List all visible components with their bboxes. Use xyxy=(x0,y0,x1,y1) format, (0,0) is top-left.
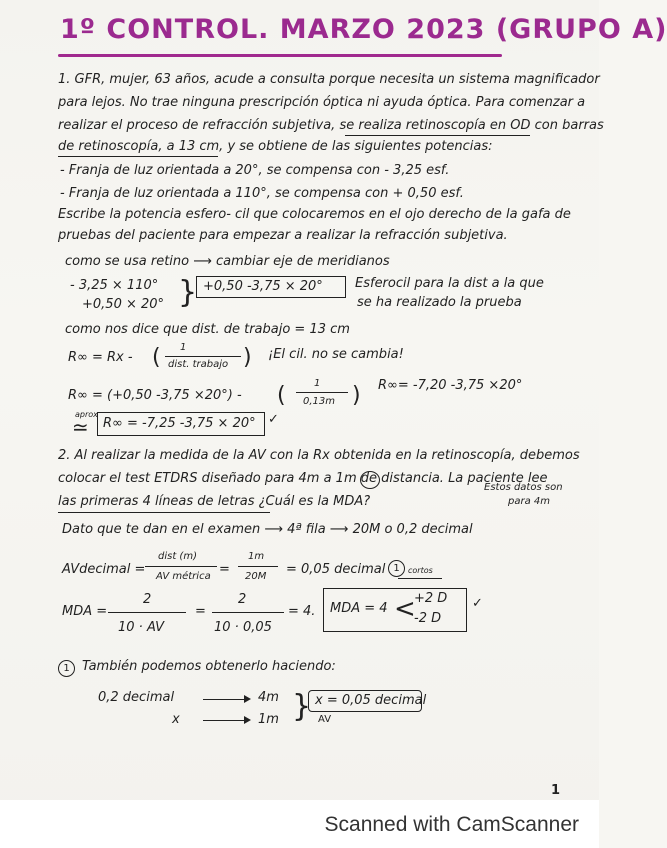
alt-row1-left: 0,2 decimal xyxy=(98,690,175,705)
frac2-den: 0,13m xyxy=(303,396,336,407)
alt-row2-right: 1m xyxy=(258,712,279,727)
q1-underline-b xyxy=(58,156,218,157)
paren-open: ( xyxy=(152,345,161,370)
page-title: 1º CONTROL. MARZO 2023 (GRUPO A) xyxy=(60,14,667,45)
q1-side-note-2: se ha realizado la prueba xyxy=(357,295,522,310)
checkmark-icon: ✓ xyxy=(268,412,279,427)
q1-pair-2: +0,50 × 20° xyxy=(82,297,165,312)
brace-icon-2: } xyxy=(292,689,312,724)
av-eq: = xyxy=(219,562,230,577)
alt-intro: También podemos obtenerlo haciendo: xyxy=(82,659,336,674)
q1-pair-1: - 3,25 × 110° xyxy=(70,278,159,293)
mda-frac-line xyxy=(108,612,186,613)
q1-formula-left: R∞ = Rx - xyxy=(68,350,133,365)
av-left: AVdecimal = xyxy=(62,562,146,577)
alt-row2-left: x xyxy=(172,712,180,727)
alt-row1-right: 4m xyxy=(258,690,279,705)
q1-line-7: Escribe la potencia esfero- cil que colocaremos en el ojo derecho de la gafa de xyxy=(58,207,571,222)
mda-minus: -2 D xyxy=(414,611,442,626)
q1-note: como se usa retino ⟶ cambiar eje de meridianos xyxy=(65,254,390,269)
q1-line-5: - Franja de luz orientada a 20°, se compensa con - 3,25 esf. xyxy=(60,163,450,178)
mda-result: = 4. xyxy=(288,604,316,619)
cortos-label: cortos xyxy=(408,566,433,575)
q2-margin-note-1: Estos datos son xyxy=(484,482,563,493)
mda-den: 10 · AV xyxy=(118,620,165,635)
paren-close: ) xyxy=(243,345,252,370)
frac1-line xyxy=(165,356,241,357)
mda-plus: +2 D xyxy=(414,591,448,606)
frac2-num: 1 xyxy=(314,378,321,389)
av-result: = 0,05 decimal xyxy=(286,562,386,577)
av-num-2: 1m xyxy=(248,551,265,562)
camscanner-footer xyxy=(0,800,599,848)
less-than-icon: < xyxy=(394,594,416,624)
paren-open-2: ( xyxy=(277,383,286,408)
mda-den-2: 10 · 0,05 xyxy=(214,620,272,635)
q1-line-4: de retinoscopía, a 13 cm, y se obtiene de las siguientes potencias: xyxy=(58,139,493,154)
arrow-icon-1 xyxy=(203,699,249,700)
footnote-1-marker-icon: 1 xyxy=(58,660,75,677)
mda-frac-line-2 xyxy=(212,612,284,613)
frac1-den: dist. trabajo xyxy=(168,359,229,370)
mda-num: 2 xyxy=(143,592,152,607)
brace-icon: } xyxy=(178,275,198,310)
av-frac-line xyxy=(145,566,217,567)
av-num: dist (m) xyxy=(158,551,197,562)
q1-boxed-result xyxy=(196,276,346,298)
q1-boxed-text: +0,50 -3,75 × 20° xyxy=(203,279,323,294)
q2-line-2: colocar el test ETDRS diseñado para 4m a 1m de distancia. La paciente lee xyxy=(58,471,548,486)
q2-line-1: 2. Al realizar la medida de la AV con la Rx obtenida en la retinoscopía, debemos xyxy=(58,448,580,463)
footer-text: Scanned with CamScanner xyxy=(324,813,579,836)
q1-line-3: realizar el proceso de refracción subjetiva, se realiza retinoscopía en OD con barras xyxy=(58,118,604,133)
cortos-bracket xyxy=(398,578,442,579)
approx-icon: ≃ xyxy=(72,415,89,439)
q1-line-2: para lejos. No trae ninguna prescripción óptica ni ayuda óptica. Para comenzar a xyxy=(58,95,586,110)
q1-aprox-label: aprox xyxy=(75,410,98,419)
checkmark-icon-2: ✓ xyxy=(472,596,483,611)
q1-final-text: R∞ = -7,25 -3,75 × 20° xyxy=(103,416,256,431)
mda-eq: = xyxy=(195,604,206,619)
q1-underline-a xyxy=(345,135,530,136)
av-den: AV métrica xyxy=(156,571,211,582)
q1-distance: como nos dice que dist. de trabajo = 13 cm xyxy=(65,322,350,337)
frac1-num: 1 xyxy=(180,342,187,353)
q2-circle-1m xyxy=(360,471,380,489)
av-den-2: 20M xyxy=(245,571,267,582)
arrow-icon-2 xyxy=(203,720,249,721)
title-underline xyxy=(58,54,502,57)
av-frac-line-2 xyxy=(238,566,278,567)
q1-calc-right: R∞= -7,20 -3,75 ×20° xyxy=(378,378,523,393)
q2-data-line: Dato que te dan en el examen ⟶ 4ª fila ⟶ 20M o 0,2 decimal xyxy=(62,522,473,537)
q1-calc-left: R∞ = (+0,50 -3,75 ×20°) - xyxy=(68,388,242,403)
mda-box-text: MDA = 4 xyxy=(330,601,388,616)
alt-result: x = 0,05 decimal xyxy=(315,693,427,708)
q1-line-6: - Franja de luz orientada a 110°, se compensa con + 0,50 esf. xyxy=(60,186,464,201)
q2-margin-note-2: para 4m xyxy=(508,496,550,507)
q2-underline xyxy=(58,512,270,513)
mda-num-2: 2 xyxy=(238,592,247,607)
page-number: 1 xyxy=(551,783,561,798)
q1-line-1: 1. GFR, mujer, 63 años, acude a consulta porque necesita un sistema magnificador xyxy=(58,72,600,87)
q1-line-8: pruebas del paciente para empezar a realizar la refracción subjetiva. xyxy=(58,228,508,243)
footnote-1-icon: 1 xyxy=(388,560,405,577)
alt-av: AV xyxy=(318,714,332,725)
q1-note-cil: ¡El cil. no se cambia! xyxy=(268,347,404,362)
q2-line-3: las primeras 4 líneas de letras ¿Cuál es la MDA? xyxy=(58,494,371,509)
mda-left: MDA = xyxy=(62,604,108,619)
paren-close-2: ) xyxy=(352,383,361,408)
q1-final-box xyxy=(97,412,265,436)
frac2-line xyxy=(296,392,348,393)
alt-result-box xyxy=(308,690,427,712)
q1-side-note-1: Esferocil para la dist a la que xyxy=(355,276,544,291)
mda-box xyxy=(323,588,467,632)
